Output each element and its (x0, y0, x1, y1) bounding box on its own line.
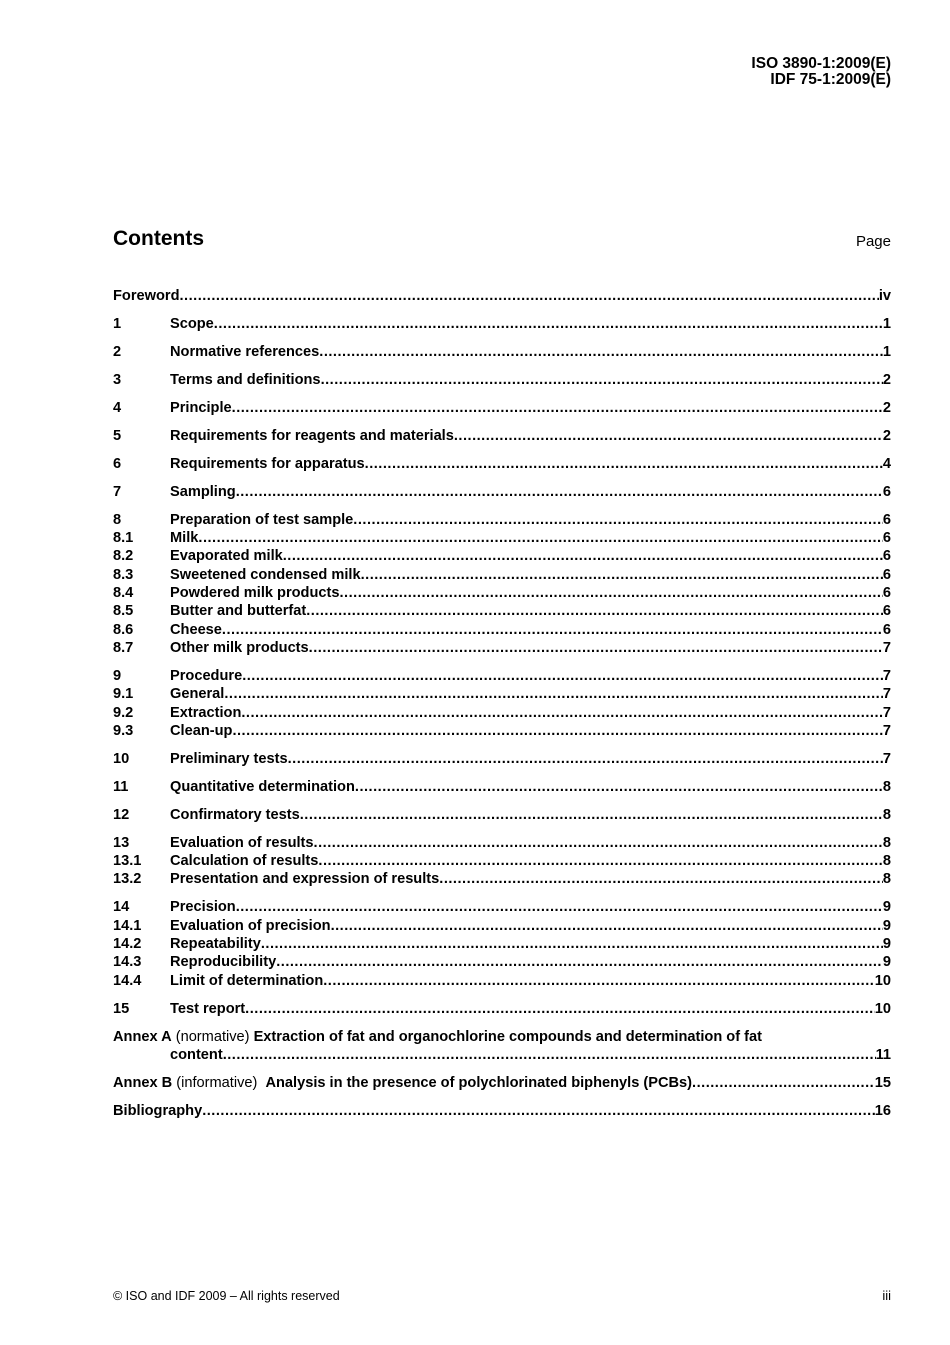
toc-entry-number: 8.4 (113, 585, 134, 602)
toc-entry-label: Clean-up (170, 722, 233, 739)
toc-entry-page: 9 (882, 954, 891, 971)
table-of-contents (113, 287, 891, 1120)
toc-entry-label: Evaluation of results (170, 834, 314, 851)
toc-entry-label: Presentation and expression of results (170, 871, 440, 888)
toc-entry-page: 7 (882, 639, 891, 656)
toc-entry-page: 6 (882, 585, 891, 602)
toc-entry-label: Cheese (170, 621, 222, 638)
toc-entry-number: 8.3 (113, 566, 134, 583)
toc-entry-2[interactable] (113, 343, 891, 361)
toc-entry-label: Milk (170, 530, 199, 547)
toc-entry-page: 8 (882, 834, 891, 851)
toc-entry-page: 7 (882, 667, 891, 684)
toc-entry-6[interactable] (113, 455, 891, 473)
toc-entry-8[interactable] (113, 511, 891, 529)
toc-entry-page: 6 (882, 603, 891, 620)
toc-entry-page: 1 (882, 343, 891, 360)
toc-entry-page: 6 (882, 566, 891, 583)
toc-entry-number: 5 (113, 427, 122, 444)
annex-prefix: Annex A (113, 1028, 172, 1045)
toc-entry-9-1[interactable] (113, 685, 891, 703)
toc-entry-14-3[interactable] (113, 953, 891, 971)
toc-entry-label: Extraction of fat and organochlorine compounds and determination of fat (253, 1028, 762, 1045)
toc-entry-label: Butter and butterfat (170, 603, 307, 620)
toc-entry-label: Calculation of results (170, 853, 319, 870)
toc-entry-annex-b[interactable] (113, 1074, 891, 1092)
toc-entry-9[interactable] (113, 667, 891, 685)
toc-entry-number: 7 (113, 483, 122, 500)
toc-entry-3[interactable] (113, 371, 891, 389)
toc-entry-8-2[interactable] (113, 547, 891, 565)
toc-entry-number: 8.2 (113, 548, 134, 565)
toc-entry-label: Extraction (170, 704, 242, 721)
toc-entry-page: 7 (882, 686, 891, 703)
toc-entry-page: 7 (882, 722, 891, 739)
toc-entry-label: Confirmatory tests (170, 806, 300, 823)
toc-entry-page: 8 (882, 853, 891, 870)
toc-entry-page: 4 (882, 455, 891, 472)
toc-entry-8-3[interactable] (113, 566, 891, 584)
toc-entry-number: 3 (113, 371, 122, 388)
toc-entry-number: 14.3 (113, 954, 142, 971)
header-idf-number: IDF 75-1:2009(E) (770, 71, 891, 88)
toc-entry-number: 9.1 (113, 686, 134, 703)
toc-entry-number: 4 (113, 399, 122, 416)
toc-entry-page: 2 (882, 371, 891, 388)
toc-entry-foreword[interactable] (113, 287, 891, 305)
toc-entry-label: Sampling (170, 483, 236, 500)
toc-entry-number: 9.2 (113, 704, 134, 721)
toc-entry-13[interactable] (113, 834, 891, 852)
annex-type: (normative) (175, 1028, 250, 1045)
toc-entry-number: 13.2 (113, 871, 142, 888)
toc-entry-label: Sweetened condensed milk (170, 566, 361, 583)
toc-entry-number: 8 (113, 511, 122, 528)
toc-entry-number: 14.4 (113, 972, 142, 989)
toc-entry-8-5[interactable] (113, 602, 891, 620)
toc-entry-page: 6 (882, 511, 891, 528)
toc-entry-14-1[interactable] (113, 917, 891, 935)
toc-entry-label: Requirements for apparatus (170, 455, 365, 472)
toc-entry-number: 8.1 (113, 530, 134, 547)
document-header (751, 56, 891, 88)
toc-entry-label: Principle (170, 399, 232, 416)
toc-entry-label: Test report (170, 1000, 246, 1017)
page-title: Contents (113, 227, 204, 250)
toc-entry-number: 13 (113, 834, 130, 851)
toc-entry-label: Powdered milk products (170, 585, 340, 602)
toc-entry-number: 8.7 (113, 639, 134, 656)
toc-entry-8-1[interactable] (113, 529, 891, 547)
toc-entry-label: General (170, 686, 225, 703)
toc-entry-label: Reproducibility (170, 954, 277, 971)
toc-entry-label: Analysis in the presence of polychlorinated biphenyls (PCBs) (265, 1074, 693, 1091)
toc-entry-number: 10 (113, 750, 130, 767)
toc-entry-7[interactable] (113, 483, 891, 501)
toc-entry-label: Terms and definitions (170, 371, 321, 388)
toc-entry-number: 13.1 (113, 853, 142, 870)
toc-entry-page: 9 (882, 917, 891, 934)
toc-entry-number: 14 (113, 899, 130, 916)
toc-entry-14[interactable] (113, 898, 891, 916)
toc-entry-label: Normative references (170, 343, 320, 360)
toc-entry-label: Precision (170, 899, 236, 916)
toc-entry-number: 8.6 (113, 621, 134, 638)
toc-entry-number: 15 (113, 1000, 130, 1017)
toc-entry-8-4[interactable] (113, 584, 891, 602)
toc-entry-label: Foreword (113, 288, 180, 304)
toc-entry-label: Preliminary tests (170, 750, 288, 767)
toc-entry-11[interactable] (113, 778, 891, 796)
toc-entry-number: 14.1 (113, 917, 142, 934)
toc-entry-label: Evaporated milk (170, 548, 283, 565)
toc-entry-14-2[interactable] (113, 935, 891, 953)
annex-type: (informative) (176, 1074, 258, 1091)
toc-entry-10[interactable] (113, 750, 891, 768)
toc-entry-label: Preparation of test sample (170, 511, 354, 528)
toc-entry-label: Quantitative determination (170, 778, 355, 795)
toc-entry-page: 11 (875, 1046, 891, 1063)
toc-entry-number: 1 (113, 315, 122, 332)
toc-entry-page: 8 (882, 778, 891, 795)
toc-entry-page: 10 (874, 1000, 891, 1017)
header-iso-number: ISO 3890-1:2009(E) (751, 55, 891, 72)
toc-entry-label: Limit of determination (170, 972, 324, 989)
toc-entry-page: 7 (882, 750, 891, 767)
toc-entry-13-2[interactable] (113, 870, 891, 888)
toc-entry-page: 2 (882, 427, 891, 444)
toc-entry-page: 9 (882, 899, 891, 916)
toc-entry-number: 12 (113, 806, 130, 823)
toc-entry-number: 9 (113, 667, 122, 684)
toc-entry-8-7[interactable] (113, 639, 891, 657)
toc-entry-page: 6 (882, 548, 891, 565)
toc-entry-page: 6 (882, 621, 891, 638)
toc-entry-page: 7 (882, 704, 891, 721)
toc-entry-page: 8 (882, 806, 891, 823)
toc-entry-label-continued: content (170, 1046, 223, 1063)
toc-entry-8-6[interactable] (113, 621, 891, 639)
toc-entry-page: iv (878, 288, 891, 304)
toc-entry-number: 2 (113, 343, 122, 360)
toc-entry-number: 8.5 (113, 603, 134, 620)
toc-entry-label: Other milk products (170, 639, 309, 656)
toc-entry-page: 6 (882, 530, 891, 547)
toc-entry-page: 6 (882, 483, 891, 500)
page-column-label: Page (855, 233, 891, 250)
annex-prefix: Annex B (113, 1074, 173, 1091)
toc-entry-label: Requirements for reagents and materials (170, 427, 454, 444)
toc-entry-label: Bibliography (113, 1102, 203, 1119)
toc-entry-page: 1 (882, 315, 891, 332)
toc-entry-1[interactable] (113, 315, 891, 333)
toc-entry-annex-a[interactable] (113, 1028, 891, 1065)
toc-entry-number: 14.2 (113, 935, 142, 952)
toc-entry-label: Repeatability (170, 935, 261, 952)
toc-entry-page: 8 (882, 871, 891, 888)
toc-entry-5[interactable] (113, 427, 891, 445)
footer-page-number: iii (882, 1288, 891, 1303)
footer-copyright: © ISO and IDF 2009 – All rights reserved (113, 1289, 340, 1303)
toc-entry-label: Procedure (170, 667, 243, 684)
toc-entry-4[interactable] (113, 399, 891, 417)
toc-entry-label: Scope (170, 315, 214, 332)
toc-entry-9-2[interactable] (113, 704, 891, 722)
toc-entry-page: 15 (874, 1074, 891, 1091)
toc-entry-number: 11 (113, 778, 129, 795)
toc-entry-label: Evaluation of precision (170, 917, 331, 934)
toc-entry-page: 9 (882, 935, 891, 952)
toc-entry-12[interactable] (113, 806, 891, 824)
toc-entry-page: 2 (882, 399, 891, 416)
toc-entry-page: 16 (874, 1102, 891, 1119)
toc-entry-14-4[interactable] (113, 972, 891, 990)
toc-entry-number: 9.3 (113, 722, 134, 739)
toc-entry-bibliography[interactable] (113, 1102, 891, 1120)
toc-entry-9-3[interactable] (113, 722, 891, 740)
toc-entry-number: 6 (113, 455, 122, 472)
toc-entry-13-1[interactable] (113, 852, 891, 870)
toc-entry-15[interactable] (113, 1000, 891, 1018)
toc-entry-page: 10 (874, 972, 891, 989)
